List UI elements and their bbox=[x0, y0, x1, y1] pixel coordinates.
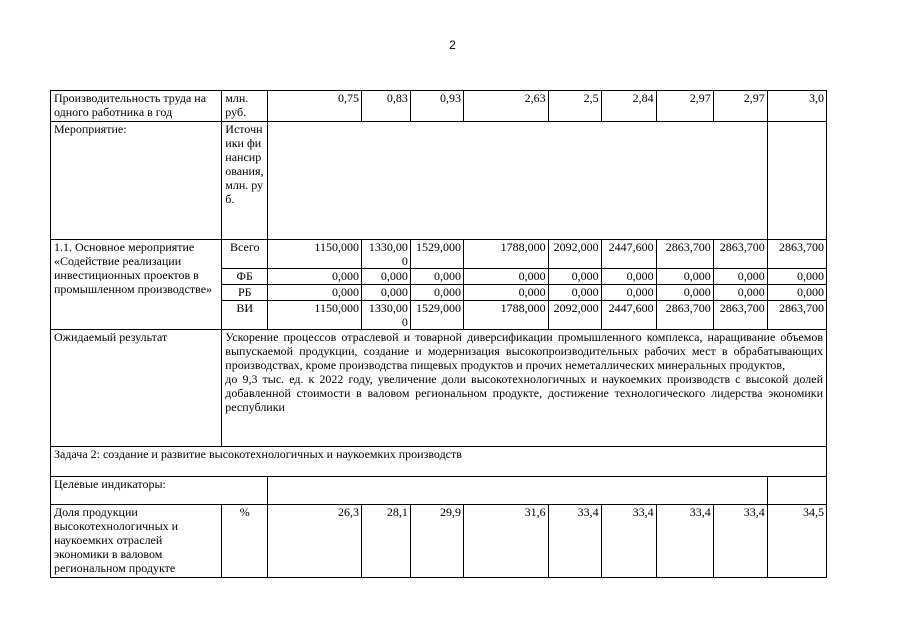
target-indicators-row bbox=[51, 477, 827, 505]
share-value: 28,1 bbox=[361, 505, 410, 578]
measure-row-total bbox=[51, 240, 827, 269]
funding-value: 1150,000 bbox=[268, 301, 362, 330]
funding-value: 2863,700 bbox=[713, 240, 767, 269]
share-value: 29,9 bbox=[410, 505, 463, 578]
funding-value: 0,000 bbox=[601, 269, 656, 285]
funding-source: ФБ bbox=[222, 269, 268, 285]
expected-result-text-part1: Ускорение процессов отраслевой и товарной диверсификации промышленного комплекса, наращивание объемов выпускаемой продукции, создание и модернизация высокопроизводительных рабочих мест в обрабатывающих производствах, кроме производства пищевых продуктов и прочих неметаллических минеральных продуктов, bbox=[225, 330, 823, 372]
page-number: 2 bbox=[449, 38, 456, 52]
measure-header-row bbox=[51, 122, 827, 240]
funding-value: 0,000 bbox=[713, 269, 767, 285]
funding-value: 1788,000 bbox=[463, 301, 548, 330]
funding-value: 1150,000 bbox=[268, 240, 362, 269]
task2-row bbox=[51, 447, 827, 477]
funding-value: 0,000 bbox=[548, 269, 601, 285]
share-label: Доля продукции высокотехнологичных и наукоемких отраслей экономики в валовом региональном продукте bbox=[51, 505, 222, 578]
funding-value: 1529,000 bbox=[410, 301, 463, 330]
productivity-value: 2,63 bbox=[463, 91, 548, 122]
productivity-row bbox=[51, 91, 827, 122]
productivity-value: 0,75 bbox=[268, 91, 362, 122]
empty-cell bbox=[268, 477, 768, 505]
share-value: 33,4 bbox=[548, 505, 601, 578]
funding-value: 1330,000 bbox=[361, 240, 410, 269]
funding-value: 0,000 bbox=[767, 269, 826, 285]
funding-value: 1529,000 bbox=[410, 240, 463, 269]
funding-value: 2863,700 bbox=[656, 301, 713, 330]
productivity-value: 0,83 bbox=[361, 91, 410, 122]
share-value: 26,3 bbox=[268, 505, 362, 578]
empty-cell bbox=[767, 122, 826, 240]
share-row bbox=[51, 505, 827, 578]
productivity-value: 2,97 bbox=[656, 91, 713, 122]
funding-value: 2447,600 bbox=[601, 301, 656, 330]
funding-value: 2863,700 bbox=[767, 240, 826, 269]
funding-value: 2092,000 bbox=[548, 240, 601, 269]
measure-header-label: Мероприятие: bbox=[51, 122, 222, 240]
funding-value: 2863,700 bbox=[767, 301, 826, 330]
expected-result-row bbox=[51, 330, 827, 447]
funding-value: 0,000 bbox=[361, 269, 410, 285]
funding-value: 1788,000 bbox=[463, 240, 548, 269]
funding-value: 0,000 bbox=[601, 285, 656, 301]
funding-value: 0,000 bbox=[361, 285, 410, 301]
funding-sources-label: Источники финансирования, млн. руб. bbox=[222, 122, 268, 240]
productivity-value: 2,5 bbox=[548, 91, 601, 122]
funding-value: 0,000 bbox=[463, 269, 548, 285]
funding-value: 1330,000 bbox=[361, 301, 410, 330]
funding-value: 0,000 bbox=[268, 285, 362, 301]
productivity-value: 3,0 bbox=[767, 91, 826, 122]
share-value: 33,4 bbox=[601, 505, 656, 578]
productivity-label: Производительность труда на одного работника в год bbox=[51, 91, 222, 122]
expected-result-text bbox=[222, 330, 827, 447]
productivity-value: 0,93 bbox=[410, 91, 463, 122]
funding-value: 2092,000 bbox=[548, 301, 601, 330]
empty-cell bbox=[268, 122, 768, 240]
share-unit: % bbox=[222, 505, 268, 578]
share-value: 33,4 bbox=[713, 505, 767, 578]
share-value: 33,4 bbox=[656, 505, 713, 578]
productivity-unit: млн. руб. bbox=[222, 91, 268, 122]
task2-heading: Задача 2: создание и развитие высокотехнологичных и наукоемких производств bbox=[51, 447, 827, 477]
funding-source: РБ bbox=[222, 285, 268, 301]
funding-value: 0,000 bbox=[410, 269, 463, 285]
expected-result-text-part2: до 9,3 тыс. ед. к 2022 году, увеличение доли высокотехнологичных и наукоемких производств с высокой долей добавленной стоимости в валовом региональном продукте, достижение технологического лидерства экономики республики bbox=[225, 372, 823, 414]
funding-value: 0,000 bbox=[268, 269, 362, 285]
funding-value: 2447,600 bbox=[601, 240, 656, 269]
funding-value: 0,000 bbox=[767, 285, 826, 301]
funding-value: 0,000 bbox=[463, 285, 548, 301]
measure-label: 1.1. Основное мероприятие «Содействие реализации инвестиционных проектов в промышленном производстве» bbox=[51, 240, 222, 330]
target-indicators-label: Целевые индикаторы: bbox=[51, 477, 268, 505]
funding-value: 0,000 bbox=[713, 285, 767, 301]
empty-cell bbox=[767, 477, 826, 505]
share-value: 34,5 bbox=[767, 505, 826, 578]
expected-result-label: Ожидаемый результат bbox=[51, 330, 222, 447]
productivity-value: 2,84 bbox=[601, 91, 656, 122]
funding-source: Всего bbox=[222, 240, 268, 269]
funding-value: 0,000 bbox=[656, 269, 713, 285]
funding-value: 0,000 bbox=[548, 285, 601, 301]
program-table bbox=[50, 90, 827, 578]
funding-value: 0,000 bbox=[656, 285, 713, 301]
productivity-value: 2,97 bbox=[713, 91, 767, 122]
funding-source: ВИ bbox=[222, 301, 268, 330]
share-value: 31,6 bbox=[463, 505, 548, 578]
funding-value: 0,000 bbox=[410, 285, 463, 301]
funding-value: 2863,700 bbox=[713, 301, 767, 330]
funding-value: 2863,700 bbox=[656, 240, 713, 269]
